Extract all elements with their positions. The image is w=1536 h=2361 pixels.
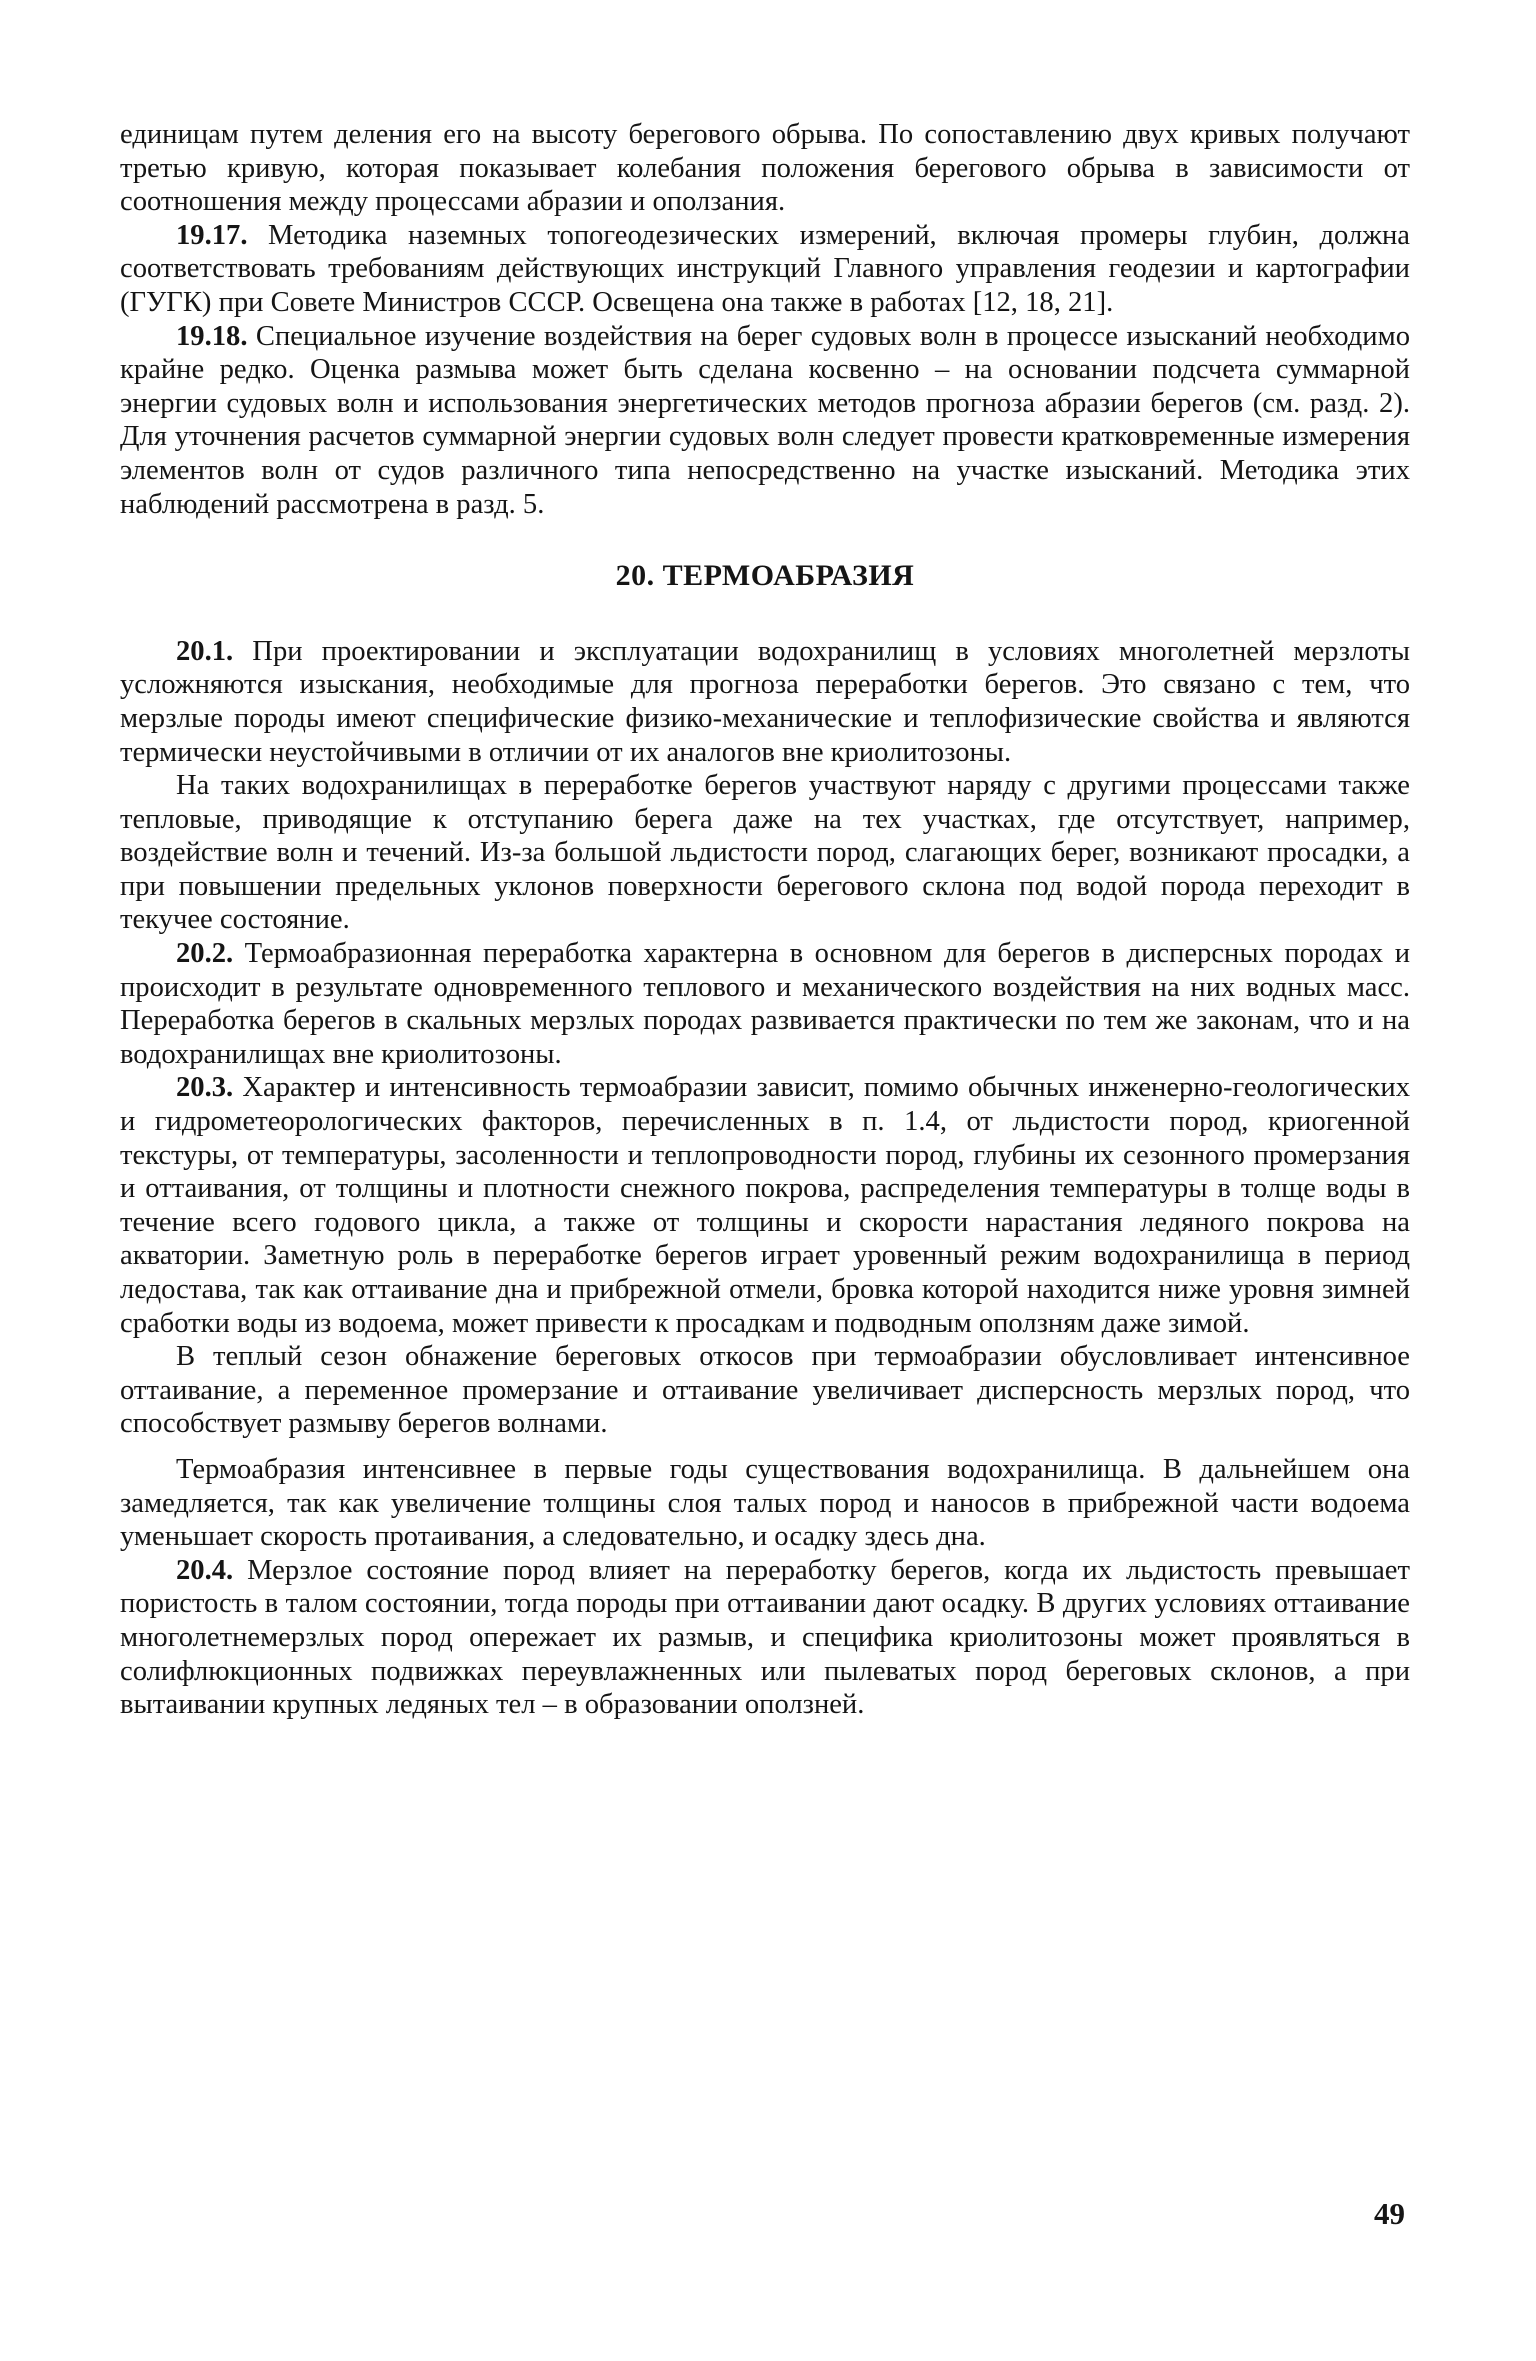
section-number: 20.3.	[176, 1072, 234, 1104]
paragraph-20-2	[120, 937, 1410, 1071]
paragraph-text: Специальное изучение воздействия на берег судовых волн в процессе изысканий необходимо крайне редко. Оценка размыва может быть сделана косвенно – на основании подсчета суммарной энергии судовых волн и использования энергетических методов прогноза абразии берегов (см. разд. 2). Для уточнения расчетов суммарной энергии судовых волн следует провести кратковременные измерения элементов волн от судов различного типа непосредственно на участке изысканий. Методика этих наблюдений рассмотрена в разд. 5.	[120, 320, 1410, 520]
paragraph-thermoabrasion-intensity: Термоабразия интенсивнее в первые годы существования водохранилища. В дальнейшем она замедляется, так как увеличение толщины слоя талых пород и наносов в прибрежной части водоема уменьшает скорость протаивания, а следовательно, и осадку здесь дна.	[120, 1453, 1410, 1553]
paragraph-19-18	[120, 320, 1410, 522]
section-number: 20.4.	[176, 1554, 234, 1586]
section-number: 20.1.	[176, 635, 234, 667]
paragraph-text: Мерзлое состояние пород влияет на переработку берегов, когда их льдистость превышает пористость в талом состоянии, тогда породы при оттаивании дают осадку. В других условиях оттаивание многолетнемерзлых пород опережает их размыв, и специфика криолитозоны может проявляться в солифлюкционных подвижках переувлажненных или пылеватых пород береговых склонов, а при вытаивании крупных ледяных тел – в образовании оползней.	[120, 1554, 1410, 1721]
paragraph-text: Методика наземных топогеодезических измерений, включая промеры глубин, должна соответствовать требованиям действующих инструкций Главного управления геодезии и картографии (ГУГК) при Совете Министров СССР. Освещена она также в работах [12, 18, 21].	[120, 219, 1410, 318]
section-number: 19.17.	[176, 219, 248, 251]
paragraph-19-17	[120, 219, 1410, 320]
paragraph-warm-season: В теплый сезон обнажение береговых откосов при термоабразии обусловливает интенсивное оттаивание, а переменное промерзание и оттаивание увеличивает дисперсность мерзлых пород, что способствует размыву берегов волнами.	[120, 1341, 1410, 1440]
paragraph-20-4	[120, 1554, 1410, 1722]
section-number: 20.2.	[176, 938, 234, 970]
paragraph-20-3	[120, 1071, 1410, 1340]
paragraph-text: Термоабразионная переработка характерна в основном для берегов в дисперсных породах и происходит в результате одновременного теплового и механического воздействия на них водных масс. Переработка берегов в скальных мерзлых породах развивается практически по тем же законам, что и на водохранилищах вне криолитозоны.	[120, 938, 1410, 1070]
document-page	[120, 118, 1410, 1722]
section-number: 19.18.	[176, 320, 248, 352]
page-number: 49	[1374, 2196, 1405, 2231]
paragraph-reservoirs: На таких водохранилищах в переработке берегов участвуют наряду с другими процессами также тепловые, приводящие к отступанию берега даже на тех участках, где отсутствует, например, воздействие волн и течений. Из-за большой льдистости пород, слагающих берег, возникают просадки, а при повышении предельных уклонов поверхности берегового склона под водой порода переходит в текучее состояние.	[120, 770, 1410, 936]
section-heading: 20. ТЕРМОАБРАЗИЯ	[615, 559, 915, 593]
paragraph-20-1	[120, 635, 1410, 769]
paragraph-continuation: единицам путем деления его на высоту берегового обрыва. По сопоставлению двух кривых получают третью кривую, которая показывает колебания положения берегового обрыва в зависимости от соотношения между процессами абразии и оползания.	[120, 119, 1410, 218]
paragraph-text: При проектировании и эксплуатации водохранилищ в условиях многолетней мерзлоты усложняются изыскания, необходимые для прогноза переработки берегов. Это связано с тем, что мерзлые породы имеют специфические физико-механические и теплофизические свойства и являются термически неустойчивыми в отличии от их аналогов вне криолитозоны.	[120, 635, 1410, 768]
paragraph-text: Характер и интенсивность термоабразии зависит, помимо обычных инженерно-геологических и гидрометеорологических факторов, перечисленных в п. 1.4, от льдистости пород, криогенной текстуры, от температуры, засоленности и теплопроводности пород, глубины их сезонного промерзания и оттаивания, от толщины и плотности снежного покрова, распределения температуры в толще воды в течение всего годового цикла, а также от толщины и скорости нарастания ледяного покрова на акватории. Заметную роль в переработке берегов играет уровенный режим водохранилища в период ледостава, так как оттаивание дна и прибрежной отмели, бровка которой находится ниже уровня зимней сработки воды из водоема, может привести к просадкам и подводным оползням даже зимой.	[120, 1072, 1410, 1339]
